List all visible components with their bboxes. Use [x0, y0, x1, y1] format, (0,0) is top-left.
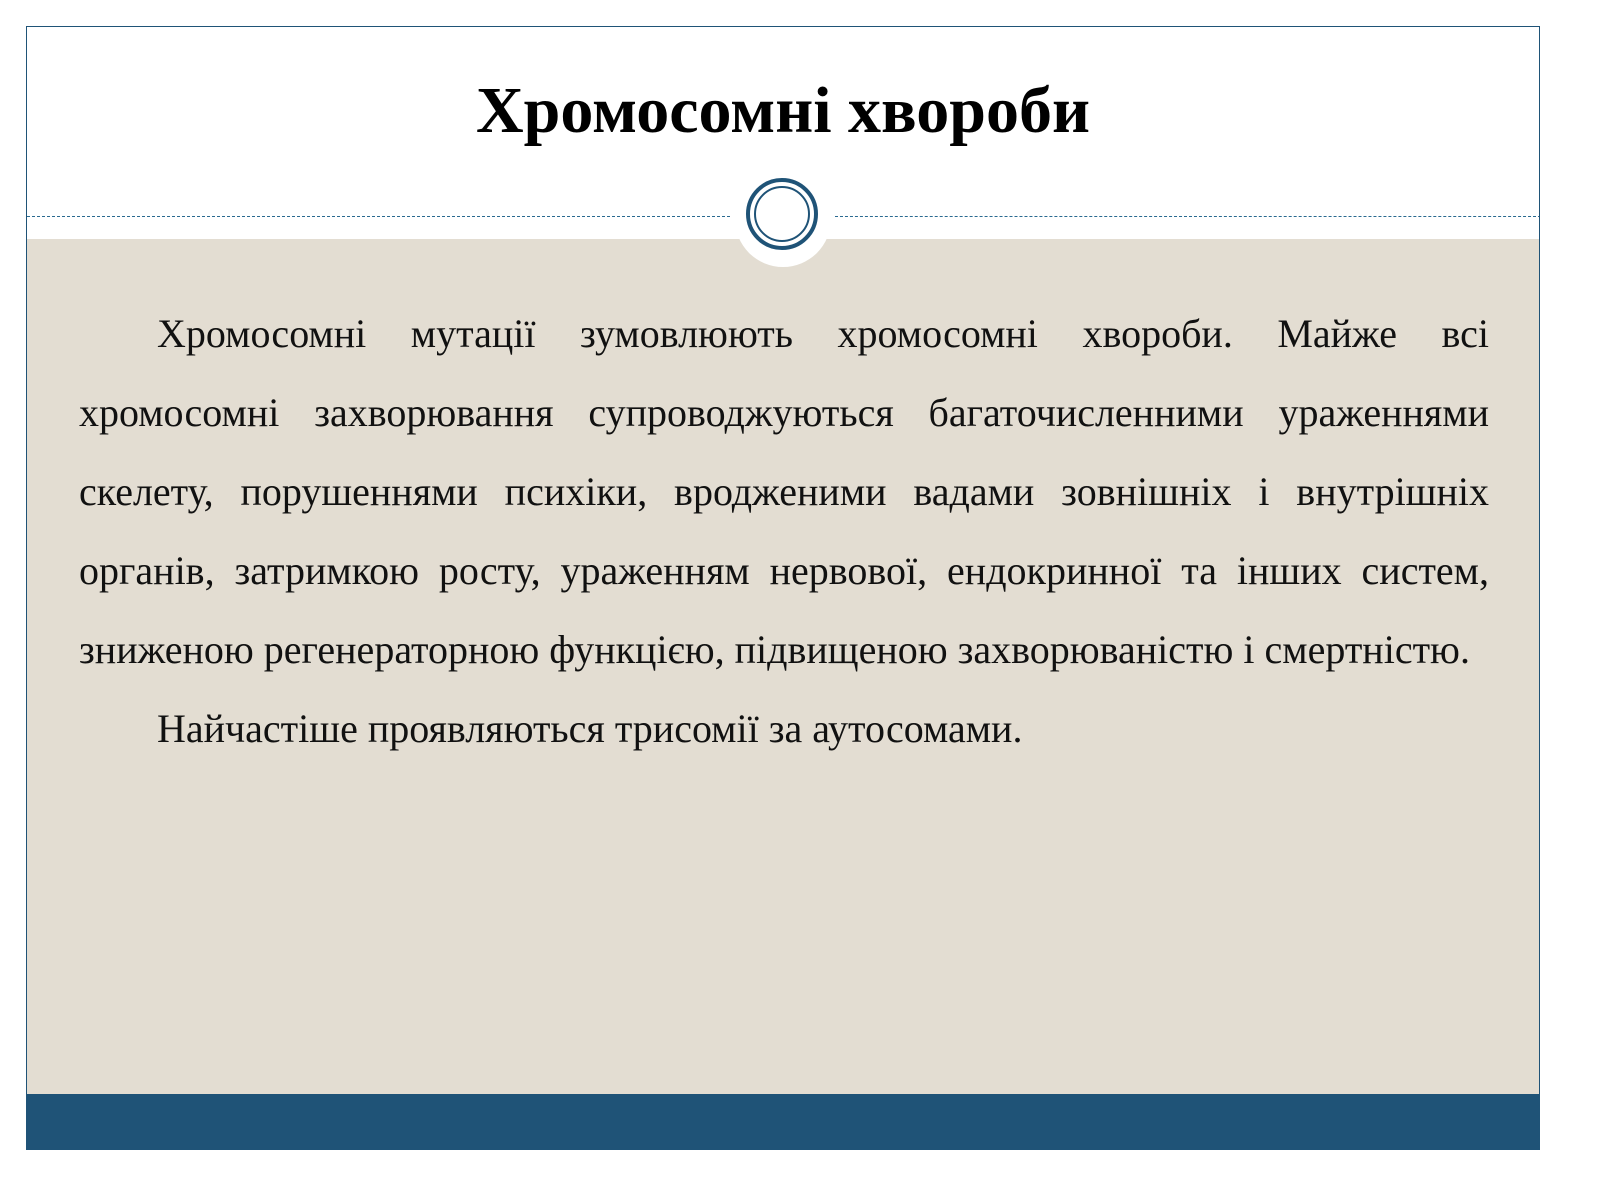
circle-ornament-icon — [746, 178, 818, 250]
body-paragraph-2: Найчастіше проявляються трисомії за аутосомами. — [157, 706, 1023, 751]
footer-bar — [27, 1094, 1539, 1149]
divider-dashed-line-right — [835, 216, 1540, 217]
slide-title: Хромосомні хвороби — [476, 74, 1090, 147]
divider-dashed-line-left — [27, 216, 730, 217]
body-paragraph-1: Хромосомні мутації зумовлюють хромосомні хвороби. Майже всі хромосомні захворювання супроводжуються багаточисленними ураженнями скелету, порушеннями психіки, вродженими вадами зовнішніх і внутрішніх органів, затримкою росту, ураженням нервової, ендокринної та інших систем, зниженою регенераторною функцією, підвищеною захворюваністю і смертністю. — [79, 311, 1489, 672]
slide — [26, 26, 1540, 1150]
slide-body — [79, 294, 1489, 768]
